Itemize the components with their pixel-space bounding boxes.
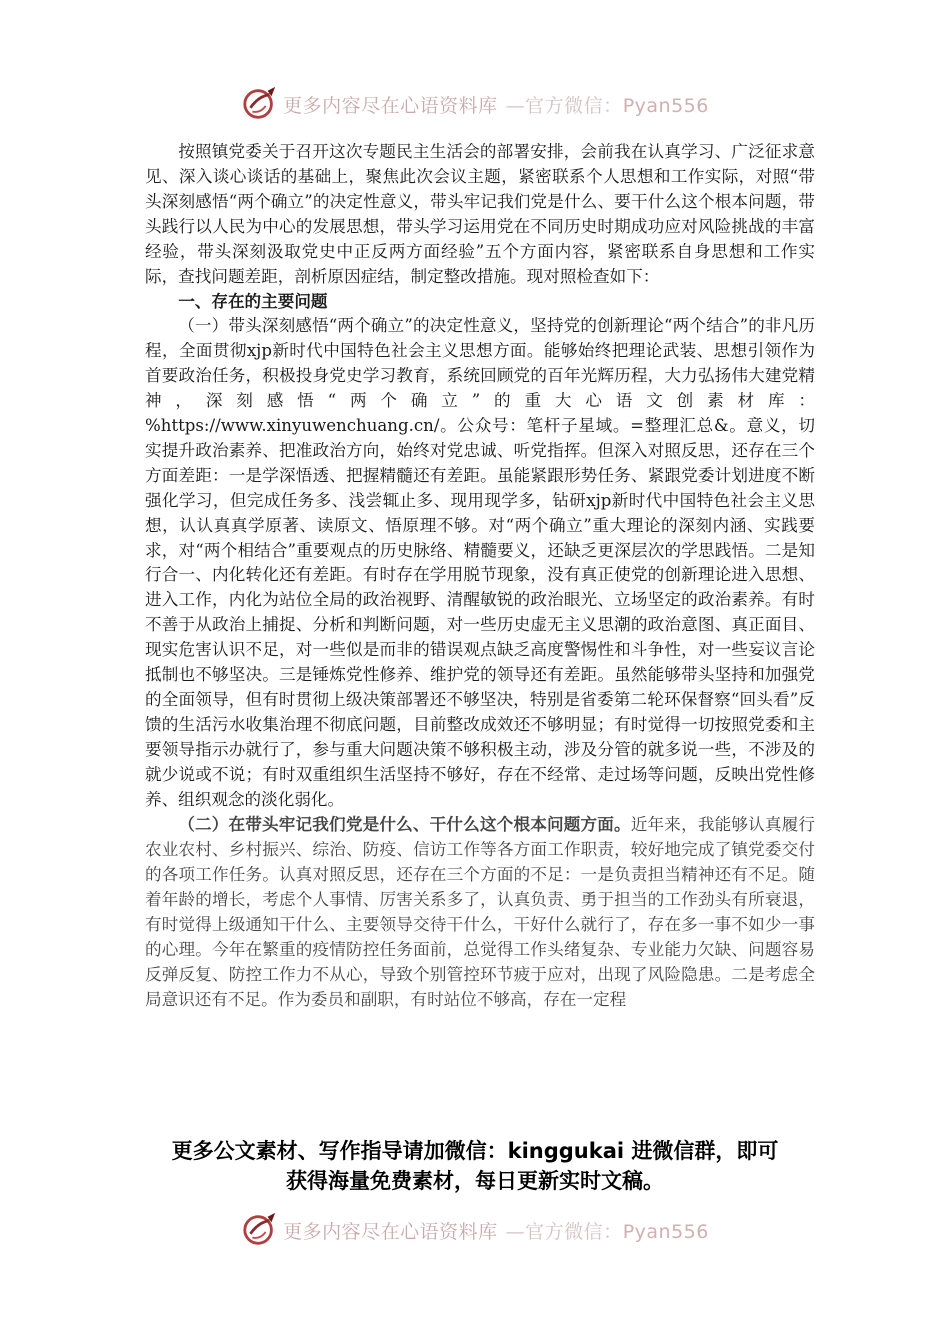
footer-banner — [0, 1210, 950, 1250]
brush-logo-icon — [241, 1211, 279, 1249]
document-body — [145, 140, 815, 1013]
banner-text — [283, 91, 709, 118]
promo-notice — [120, 1136, 830, 1196]
header-banner — [0, 84, 950, 124]
paragraph-one: （一）带头深刻感悟“两个确立”的决定性意义，坚持党的创新理论“两个结合”的非凡历程，全面贯彻xjp新时代中国特色社会主义思想方面。能够始终把理论武装、思想引领作为首要政治任务，积极投身党史学习教育，系统回顾党的百年光辉历程，大力弘扬伟大建党精神，深刻感悟“两个确立”的重大心语文创素材库：%https://www.xinyuwenchuang.cn/。公众号：笔杆子星域。=整理汇总&。意义，切实提升政治素养、把准政治方向，始终对党忠诚、听党指挥。但深入对照反思，还存在三个方面差距：一是学深悟透、把握精髓还有差距。虽能紧跟形势任务、紧跟党委计划进度不断强化学习，但完成任务多、浅尝辄止多、现用现学多，钻研xjp新时代中国特色社会主义思想，认认真真学原著、读原文、悟原理不够。对“两个确立”重大理论的深刻内涵、实践要求，对“两个相结合”重要观点的历史脉络、精髓要义，还缺乏更深层次的学思践悟。二是知行合一、内化转化还有差距。有时存在学用脱节现象，没有真正使党的创新理论进入思想、进入工作，内化为站位全局的政治视野、清醒敏锐的政治眼光、立场坚定的政治素养。有时不善于从政治上捕捉、分析和判断问题，对一些历史虚无主义思潮的政治意图、真正面目、现实危害认识不足，对一些似是而非的错误观点缺乏高度警惕性和斗争性，对一些妄议言论抵制也不够坚决。三是锤炼党性修养、维护党的领导还有差距。虽然能够带头坚持和加强党的全面领导，但有时贯彻上级决策部署还不够坚决，特别是省委第二轮环保督察“回头看”反馈的生活污水收集治理不彻底问题，目前整改成效还不够明显；有时觉得一切按照党委和主要领导指示办就行了，参与重大问题决策不够积极主动，涉及分管的就多说一些，不涉及的就少说或不说；有时双重组织生活坚持不够好，存在不经常、走过场等问题，反映出党性修养、组织观念的淡化弱化。 — [145, 316, 815, 809]
paragraph-two-text: 近年来，我能够认真履行农业农村、乡村振兴、综治、防疫、信访工作等各方面工作职责，较好地完成了镇党委交付的各项工作任务。认真对照反思，还存在三个方面的不足：一是负责担当精神还有不足。随着年龄的增长，考虑个人事情、厉害关系多了，认真负责、勇于担当的工作劲头有所衰退，有时觉得上级通知干什么、主要领导交待干什么，干好什么就行了，存在多一事不如少一事的心理。今年在繁重的疫情防控任务面前，总觉得工作头绪复杂、专业能力欠缺、问题容易反弹反复、防控工作力不从心，导致个别管控环节疲于应对，出现了风险隐患。二是考虑全局意识还有不足。作为委员和副职，有时站位不够高，存在一定程 — [145, 815, 816, 1009]
brush-logo-icon — [241, 85, 279, 123]
banner-wechat-id: Pyan556 — [622, 94, 709, 117]
promo-line-1: 更多公文素材、写作指导请加微信：kinggukai 进微信群，即可 — [171, 1139, 779, 1163]
intro-paragraph: 按照镇党委关于召开这次专题民主生活会的部署安排，会前我在认真学习、广泛征求意见、深入谈心谈话的基础上，聚焦此次会议主题，紧密联系个人思想和工作实际，对照“带头深刻感悟“两个确立”的决定性意义，带头牢记我们党是什么、要干什么这个根本问题，带头践行以人民为中心的发展思想，带头学习运用党在不同历史时期成功应对风险挑战的丰富经验，带头深刻汲取党史中正反两方面经验”五个方面内容，紧密联系自身思想和工作实际，查找问题差距，剖析原因症结，制定整改措施。现对照检查如下： — [145, 142, 815, 286]
section-heading: 一、存在的主要问题 — [178, 291, 328, 312]
paragraph-two — [145, 812, 815, 1012]
banner-title: 更多内容尽在心语资料库 — [283, 1220, 498, 1243]
banner-separator: —官方微信： — [505, 94, 623, 117]
paragraph-two-heading: （二）在带头牢记我们党是什么、干什么这个根本问题方面。 — [178, 814, 631, 835]
banner-title: 更多内容尽在心语资料库 — [283, 94, 498, 117]
banner-text — [283, 1217, 709, 1244]
banner-separator: —官方微信： — [505, 1220, 623, 1243]
banner-wechat-id: Pyan556 — [622, 1220, 709, 1243]
promo-line-2: 获得海量免费素材，每日更新实时文稿。 — [286, 1169, 664, 1193]
